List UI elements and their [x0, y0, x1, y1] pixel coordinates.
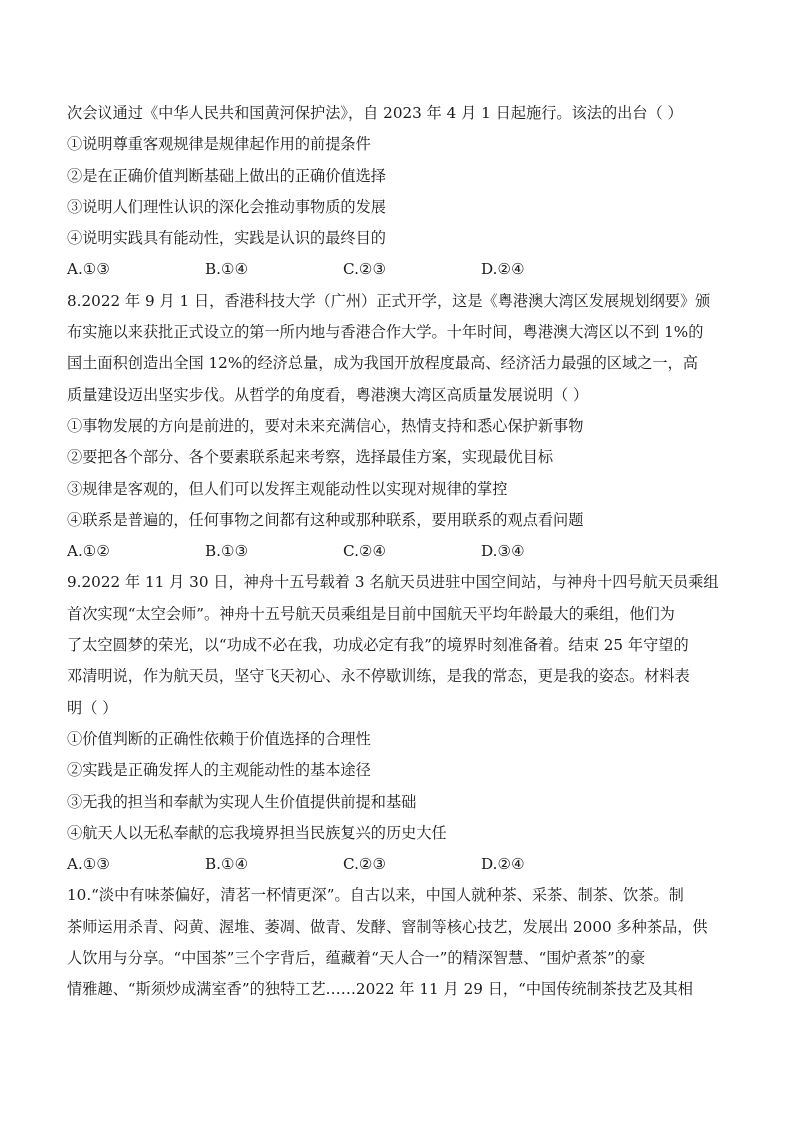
question-9-statement-1: ①价值判断的正确性依赖于价值选择的合理性: [67, 729, 371, 748]
option-b: B.①④: [205, 855, 249, 874]
question-9-stem-line: 9.2022 年 11 月 30 日，神舟十五号载着 3 名航天员进驻中国空间站，与神舟十四号航天员乘组: [67, 573, 719, 592]
question-9-statement-2: ②实践是正确发挥人的主观能动性的基本途径: [67, 761, 371, 780]
option-a: A.①③: [67, 260, 111, 279]
question-8: [67, 286, 732, 568]
option-d: D.③④: [481, 542, 525, 561]
question-8-stem-line: 质量建设迈出坚实步伐。从哲学的角度看，粤港澳大湾区高质量发展说明（ ）: [67, 385, 589, 404]
question-10: [67, 880, 732, 1005]
question-10-stem-line: 人饮用与分享。“中国茶”三个字背后，蕴藏着“天人合一”的精深智慧、“围炉煮茶”的豪: [67, 949, 646, 968]
question-7-statement-4: ④说明实践具有能动性，实践是认识的最终目的: [67, 229, 386, 248]
question-10-stem-line: 10.“淡中有味茶偏好，清茗一杯情更深”。自古以来，中国人就种茶、采茶、制茶、饮茶。制: [67, 886, 684, 905]
question-9-options: [67, 849, 732, 880]
question-9-statement-4: ④航天人以无私奉献的忘我境界担当民族复兴的历史大任: [67, 823, 447, 842]
option-c: C.②③: [343, 855, 387, 874]
question-7-stem: 次会议通过《中华人民共和国黄河保护法》，自 2023 年 4 月 1 日起施行。该法的出台（ ）: [67, 104, 683, 122]
question-9-stem-line: 明（ ）: [67, 698, 118, 717]
question-8-statement-4: ④联系是普遍的，任何事物之间都有这种或那种联系，要用联系的观点看问题: [67, 510, 584, 529]
question-9-stem-line: 邓清明说，作为航天员，坚守飞天初心、永不停歇训练，是我的常态，更是我的姿态。材料表: [67, 667, 690, 686]
question-8-stem-line: 国土面积创造出全国 12%的经济总量，成为我国开放程度最高、经济活力最强的区域之一，高: [67, 354, 698, 373]
question-9-stem-line: 首次实现“太空会师”。神舟十五号航天员乘组是目前中国航天平均年龄最大的乘组，他们为: [67, 604, 675, 623]
option-c: C.②③: [343, 260, 387, 279]
question-10-stem-line: 情雅趣、“斯须炒成满室香”的独特工艺……2022 年 11 月 29 日，“中国传统制茶技艺及其相: [67, 980, 693, 999]
question-9-stem-line: 了太空圆梦的荣光，以“功成不必在我，功成必定有我”的境界时刻准备着。结束 25 年守望的: [67, 636, 689, 655]
question-8-stem-line: 布实施以来获批正式设立的第一所内地与香港合作大学。十年时间，粤港澳大湾区以不到 1%的: [67, 323, 704, 342]
question-7-statement-1: ①说明尊重客观规律是规律起作用的前提条件: [67, 135, 371, 154]
question-8-statement-3: ③规律是客观的，但人们可以发挥主观能动性以实现对规律的掌控: [67, 479, 508, 498]
question-8-options: [67, 536, 732, 567]
option-c: C.②④: [343, 542, 387, 561]
option-a: A.①②: [67, 542, 111, 561]
option-d: D.②④: [481, 855, 525, 874]
question-7-options: [67, 254, 732, 285]
exam-page: [67, 98, 732, 1006]
option-b: B.①④: [205, 260, 249, 279]
question-8-stem-line: 8.2022 年 9 月 1 日，香港科技大学（广州）正式开学，这是《粤港澳大湾区发展规划纲要》颁: [67, 291, 711, 310]
option-b: B.①③: [205, 542, 249, 561]
question-8-statement-2: ②要把各个部分、各个要素联系起来考察，选择最佳方案，实现最优目标: [67, 448, 553, 467]
question-9: [67, 567, 732, 880]
option-d: D.②④: [481, 260, 525, 279]
question-9-statement-3: ③无我的担当和奉献为实现人生价值提供前提和基础: [67, 792, 417, 811]
question-10-stem-line: 茶师运用杀青、闷黄、渥堆、萎凋、做青、发酵、窨制等核心技艺，发展出 2000 多种茶品，供: [67, 917, 708, 936]
question-8-statement-1: ①事物发展的方向是前进的，要对未来充满信心，热情支持和悉心保护新事物: [67, 416, 584, 435]
option-a: A.①③: [67, 855, 111, 874]
question-7-statement-3: ③说明人们理性认识的深化会推动事物质的发展: [67, 197, 386, 216]
question-7-statement-2: ②是在正确价值判断基础上做出的正确价值选择: [67, 166, 386, 185]
question-7: [67, 98, 732, 286]
